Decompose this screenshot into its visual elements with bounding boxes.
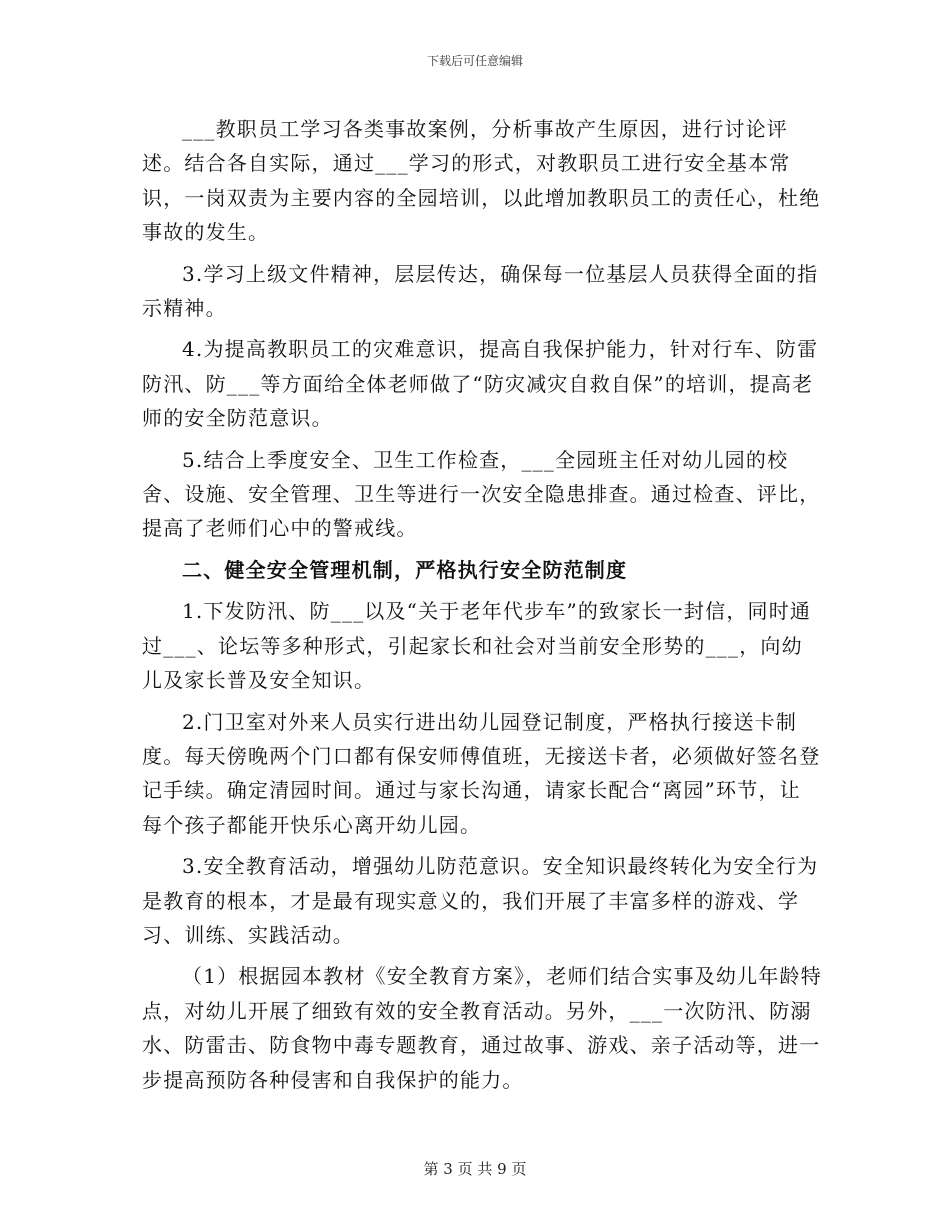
page-header: 下载后可任意编辑 [426,54,523,68]
section-heading: 二、健全安全管理机制，严格执行安全防范制度 [182,557,628,582]
paragraph-item-5: 5.结合上季度安全、卫生工作检查，___全园班主任对幼儿园的校舍、设施、安全管理、卫生等进行一次安全隐患排查。通过检查、评比，提高了老师们心中的警戒线。 [142,447,821,541]
paragraph-section2-item-1: 1.下发防汛、防___以及“关于老年代步车”的致家长一封信，同时通过___、论坛等多种形式，引起家长和社会对当前安全形势的___，向幼儿及家长普及安全知识。 [142,599,812,693]
document-body [142,112,822,1104]
paragraph-section2-item-3: 3.安全教育活动，增强幼儿防范意识。安全知识最终转化为安全行为是教育的根本，才是最有现实意义的，我们开展了丰富多样的游戏、学习、训练、实践活动。 [142,854,819,947]
page-number: 第 3 页 共 9 页 [423,1160,527,1178]
paragraph-item-3: 3.学习上级文件精神，层层传达，确保每一位基层人员获得全面的指示精神。 [142,261,819,321]
paragraph-section2-item-2: 2.门卫室对外来人员实行进出幼儿园登记制度，严格执行接送卡制度。每天傍晚两个门口都有保安师傅值班，无接送卡者，必须做好签名登记手续。确定清园时间。通过与家长沟通，请家长配合“离园”环节，让每个孩子都能开快乐心离开幼儿园。 [142,709,821,837]
paragraph-item-4: 4.为提高教职员工的灾难意识，提高自我保护能力，针对行车、防雷防汛、防___等方面给全体老师做了“防灾减灾自救自保”的培训，提高老师的安全防范意识。 [142,337,819,431]
paragraph-section2-subitem-1: （1）根据园本教材《安全教育方案》，老师们结合实事及幼儿年龄特点，对幼儿开展了细致有效的安全教育活动。另外，___一次防汛、防溺水、防雷击、防食物中毒专题教育，通过故事、游戏、亲子活动等，进一步提高预防各种侵害和自我保护的能力。 [142,964,822,1092]
paragraph-training: ___教职员工学习各类事故案例，分析事故产生原因，进行讨论评述。结合各自实际，通过___学习的形式，对教职员工进行安全基本常识，一岗双责为主要内容的全园培训，以此增加教职员工的责任心，杜绝事故的发生。 [142,117,821,245]
